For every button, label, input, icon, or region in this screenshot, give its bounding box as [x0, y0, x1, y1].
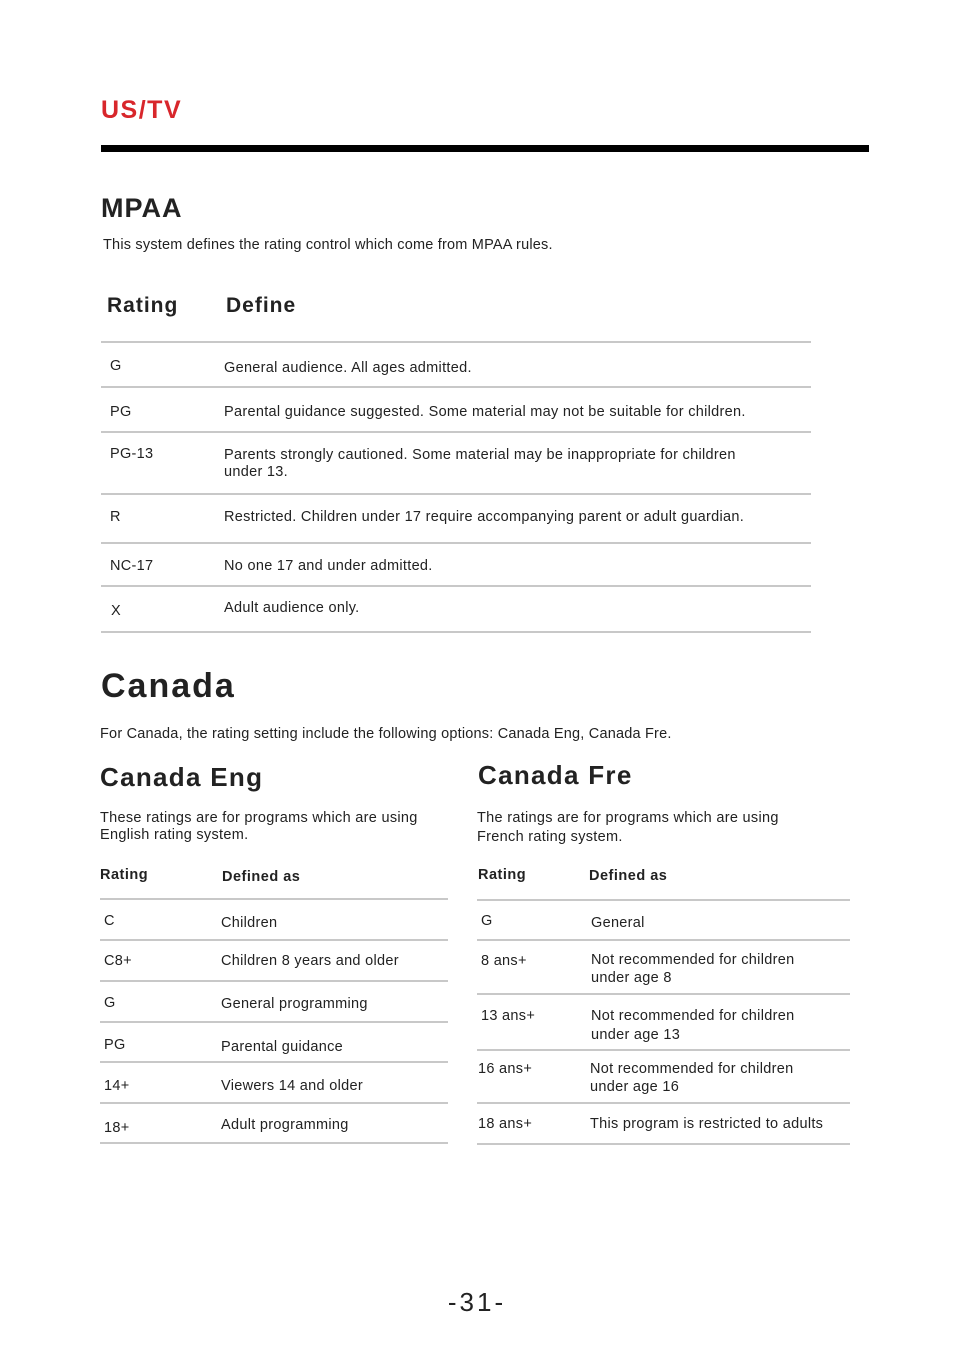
mpaa-define-x: Adult audience only.: [224, 600, 360, 616]
mpaa-divider: [101, 341, 811, 343]
canada-eng-col-defined: Defined as: [222, 869, 301, 885]
canada-fre-defined-18: This program is restricted to adults: [590, 1116, 824, 1132]
canada-eng-divider: [100, 1142, 448, 1144]
canada-fre-defined-13: Not recommended for children: [591, 1008, 795, 1024]
canada-fre-divider: [477, 939, 850, 941]
canada-fre-divider: [477, 899, 850, 901]
canada-eng-rating-c: C: [104, 913, 115, 929]
canada-eng-rating-c8: C8+: [104, 953, 132, 969]
canada-eng-rating-14: 14+: [104, 1078, 130, 1094]
canada-eng-rating-pg: PG: [104, 1037, 126, 1053]
canada-fre-divider: [477, 993, 850, 995]
canada-eng-defined-pg: Parental guidance: [221, 1039, 343, 1055]
mpaa-rating-g: G: [110, 358, 122, 374]
canada-fre-defined-16-line2: under age 16: [590, 1079, 680, 1095]
canada-heading: Canada: [101, 667, 236, 705]
canada-fre-col-rating: Rating: [478, 867, 527, 883]
mpaa-rating-nc17: NC-17: [110, 558, 154, 574]
canada-eng-desc-line2: English rating system.: [100, 827, 249, 843]
mpaa-rating-x: X: [111, 603, 121, 619]
canada-fre-defined-8: Not recommended for children: [591, 952, 795, 968]
canada-eng-defined-14: Viewers 14 and older: [221, 1078, 363, 1094]
mpaa-rating-r: R: [110, 509, 121, 525]
canada-eng-divider: [100, 1061, 448, 1063]
canada-fre-defined-16: Not recommended for children: [590, 1061, 794, 1077]
mpaa-define-pg13: Parents strongly cautioned. Some material may be inappropriate for children: [224, 447, 736, 463]
canada-fre-defined-8-line2: under age 8: [591, 970, 672, 986]
canada-fre-defined-13-line2: under age 13: [591, 1027, 681, 1043]
canada-eng-desc: These ratings are for programs which are using: [100, 810, 418, 826]
canada-eng-divider: [100, 1102, 448, 1104]
canada-intro: For Canada, the rating setting include the following options: Canada Eng, Canada Fre.: [100, 726, 672, 742]
canada-fre-desc: The ratings are for programs which are using: [477, 810, 779, 826]
mpaa-divider: [101, 631, 811, 633]
mpaa-col-rating: Rating: [107, 294, 179, 317]
mpaa-intro: This system defines the rating control which come from MPAA rules.: [103, 237, 553, 253]
mpaa-define-pg: Parental guidance suggested. Some material may not be suitable for children.: [224, 404, 746, 420]
canada-eng-rating-18: 18+: [104, 1120, 130, 1136]
canada-eng-defined-g: General programming: [221, 996, 368, 1012]
mpaa-divider: [101, 585, 811, 587]
mpaa-rating-pg13: PG-13: [110, 446, 154, 462]
mpaa-define-nc17: No one 17 and under admitted.: [224, 558, 433, 574]
canada-fre-divider: [477, 1102, 850, 1104]
canada-eng-heading: Canada Eng: [100, 762, 264, 792]
canada-fre-rating-g: G: [481, 913, 493, 929]
page-number: -31-: [447, 1287, 507, 1317]
canada-eng-col-rating: Rating: [100, 867, 149, 883]
canada-eng-rating-g: G: [104, 995, 116, 1011]
canada-fre-rating-18: 18 ans+: [478, 1116, 533, 1132]
mpaa-define-g: General audience. All ages admitted.: [224, 360, 472, 376]
canada-eng-divider: [100, 980, 448, 982]
canada-fre-rating-16: 16 ans+: [478, 1061, 533, 1077]
mpaa-heading: MPAA: [101, 193, 183, 223]
mpaa-divider: [101, 493, 811, 495]
mpaa-divider: [101, 542, 811, 544]
mpaa-divider: [101, 431, 811, 433]
section-title: US/TV: [101, 96, 183, 124]
canada-fre-divider: [477, 1049, 850, 1051]
canada-eng-divider: [100, 939, 448, 941]
header-rule: [101, 145, 869, 152]
canada-fre-defined-g: General: [591, 915, 645, 931]
mpaa-col-define: Define: [226, 294, 297, 317]
mpaa-define-pg13-line2: under 13.: [224, 464, 288, 480]
mpaa-rating-pg: PG: [110, 404, 132, 420]
canada-fre-rating-8: 8 ans+: [481, 953, 527, 969]
canada-eng-defined-18: Adult programming: [221, 1117, 349, 1133]
canada-fre-rating-13: 13 ans+: [481, 1008, 536, 1024]
mpaa-define-r: Restricted. Children under 17 require accompanying parent or adult guardian.: [224, 509, 745, 525]
canada-eng-defined-c8: Children 8 years and older: [221, 953, 399, 969]
canada-eng-divider: [100, 1021, 448, 1023]
canada-fre-desc-line2: French rating system.: [477, 829, 623, 845]
canada-fre-divider: [477, 1143, 850, 1145]
canada-eng-divider: [100, 898, 448, 900]
mpaa-divider: [101, 386, 811, 388]
canada-fre-heading: Canada Fre: [478, 760, 633, 790]
canada-eng-defined-c: Children: [221, 915, 278, 931]
canada-fre-col-defined: Defined as: [589, 868, 668, 884]
